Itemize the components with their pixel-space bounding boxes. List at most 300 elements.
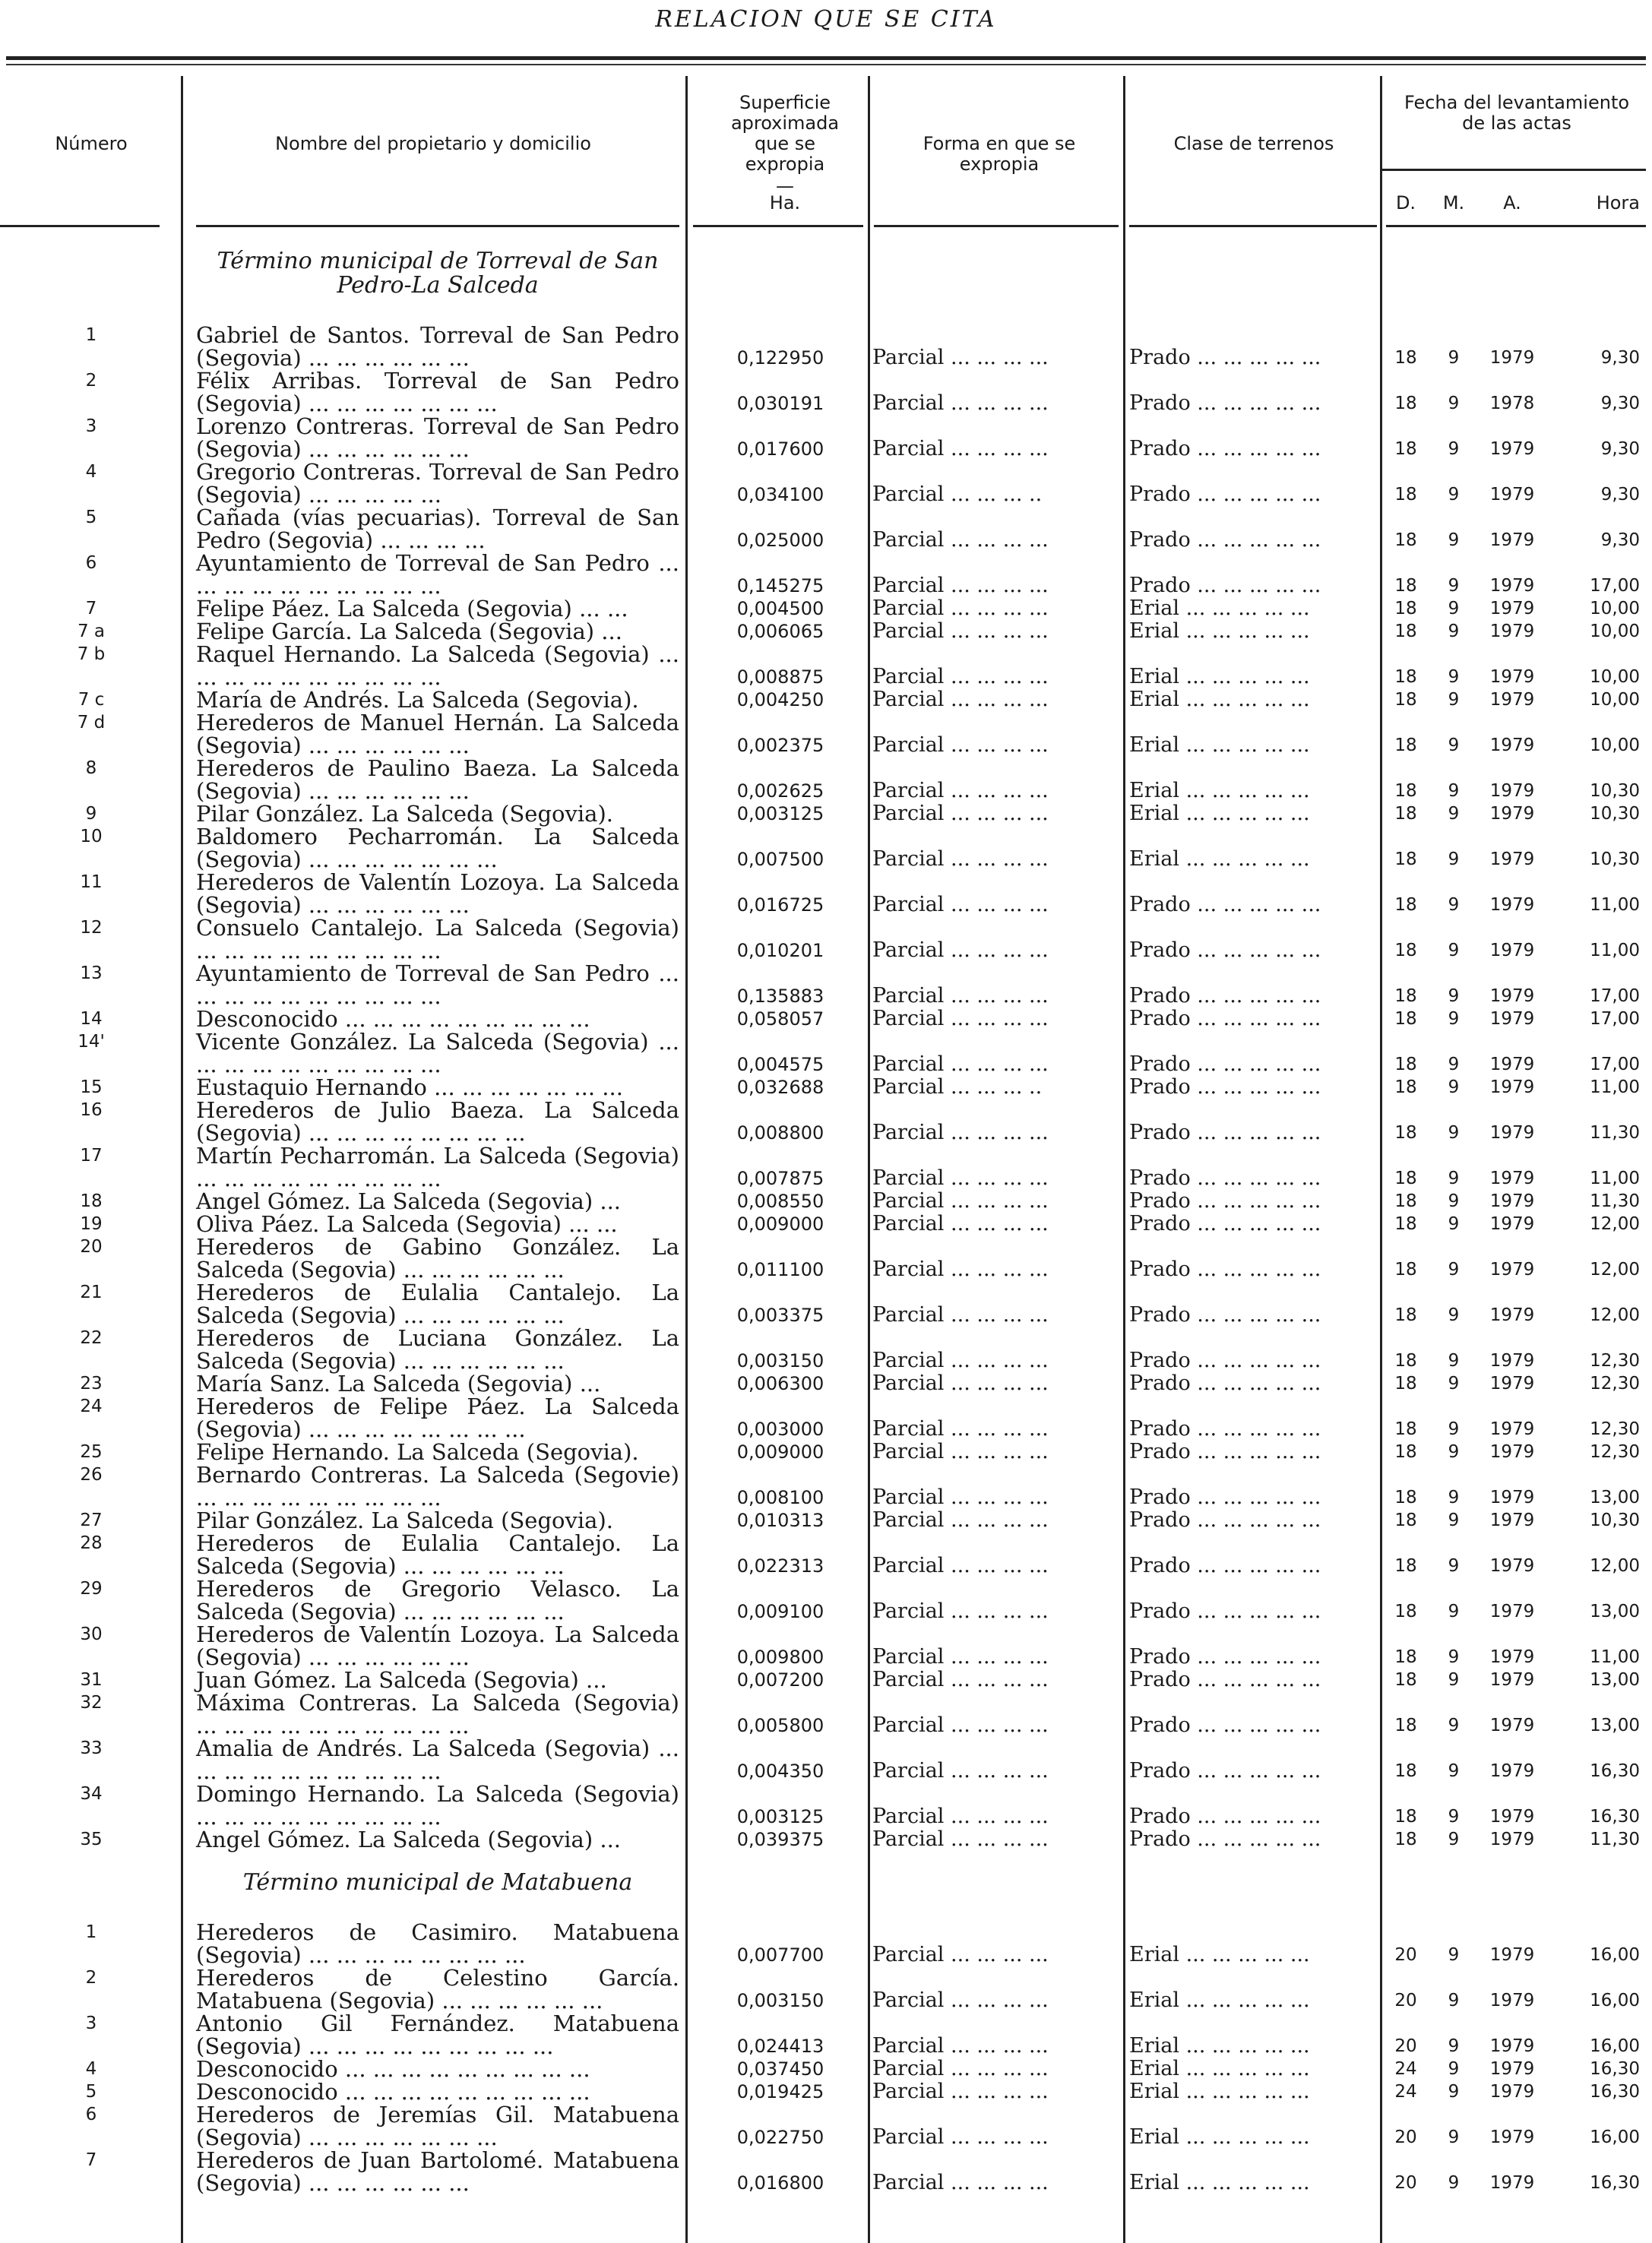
land-class: Prado ... ... ... ... ...	[1129, 1441, 1321, 1463]
land-class: Erial ... ... ... ... ...	[1129, 597, 1310, 620]
act-month: 9	[1448, 1009, 1460, 1029]
table-row	[0, 1395, 1652, 1441]
act-hour: 13,00	[1590, 1670, 1640, 1690]
surface-value: 0,008550	[736, 1191, 824, 1212]
owner-name: Herederos de Casimiro. Matabuena (Segovia) ... ... ... ... ... ... ... ...	[196, 1919, 679, 1968]
row-number: 27	[80, 1511, 103, 1530]
owner-name: Antonio Gil Fernández. Matabuena (Segovia) ... ... ... ... ... ... ... ... ...	[196, 2010, 679, 2059]
row-number: 10	[80, 827, 103, 846]
expropriation-form: Parcial ... ... ... ...	[872, 1053, 1049, 1076]
act-month: 9	[1448, 439, 1460, 459]
act-hour: 10,00	[1590, 599, 1640, 618]
expropriation-form: Parcial ... ... ... ...	[872, 438, 1049, 460]
table-row	[0, 1966, 1652, 2012]
act-year: 1979	[1489, 690, 1535, 710]
act-day: 18	[1394, 804, 1417, 824]
surface-value: 0,022750	[736, 2127, 824, 2148]
table-row	[0, 1235, 1652, 1281]
act-hour: 10,00	[1590, 667, 1640, 687]
act-hour: 16,30	[1590, 1761, 1640, 1781]
surface-value: 0,009800	[736, 1647, 824, 1668]
act-year: 1979	[1489, 1670, 1535, 1690]
surface-value: 0,009100	[736, 1601, 824, 1622]
expropriation-form: Parcial ... ... ... ...	[872, 1509, 1049, 1532]
owner-name: Herederos de Valentín Lozoya. La Salceda (Segovia) ... ... ... ... ... ...	[196, 1621, 679, 1670]
owner-name: Vicente González. La Salceda (Segovia) ... ... ... ... ... ... ... ... ... ...	[196, 1029, 679, 1077]
act-year: 1979	[1489, 2173, 1535, 2193]
row-number: 7 b	[77, 644, 106, 664]
act-day: 20	[1394, 1945, 1417, 1965]
header-numero: Número	[55, 133, 128, 154]
row-number: 29	[80, 1579, 103, 1599]
row-number: 2	[85, 371, 97, 391]
owner-name: Martín Pecharromán. La Salceda (Segovia) ... ... ... ... ... ... ... ... ...	[196, 1143, 679, 1191]
expropriation-form: Parcial ... ... ... ...	[872, 802, 1049, 825]
act-hour: 10,00	[1590, 690, 1640, 710]
header-fecha: Fecha del levantamiento de las actas	[1404, 92, 1630, 134]
land-class: Prado ... ... ... ... ...	[1129, 1418, 1321, 1441]
land-class: Prado ... ... ... ... ...	[1129, 985, 1321, 1008]
act-hour: 16,00	[1590, 2036, 1640, 2056]
act-hour: 10,00	[1590, 736, 1640, 755]
act-hour: 17,00	[1590, 576, 1640, 596]
land-class: Erial ... ... ... ... ...	[1129, 2126, 1310, 2149]
act-day: 18	[1394, 941, 1417, 960]
surface-value: 0,010313	[736, 1510, 824, 1531]
expropriation-form: Parcial ... ... ... ...	[872, 894, 1049, 916]
land-class: Prado ... ... ... ... ...	[1129, 939, 1321, 962]
land-class: Prado ... ... ... ... ...	[1129, 1076, 1321, 1099]
surface-value: 0,037450	[736, 2058, 824, 2080]
surface-value: 0,017600	[736, 438, 824, 460]
act-hour: 12,30	[1590, 1442, 1640, 1462]
table-row	[0, 597, 1652, 620]
expropriation-form: Parcial ... ... ... ...	[872, 392, 1049, 415]
expropriation-form: Parcial ... ... ... ..	[872, 483, 1043, 506]
act-year: 1979	[1489, 2128, 1535, 2147]
table-row	[0, 552, 1652, 597]
act-day: 18	[1394, 1442, 1417, 1462]
act-month: 9	[1448, 530, 1460, 550]
expropriation-form: Parcial ... ... ... ...	[872, 2080, 1049, 2103]
expropriation-form: Parcial ... ... ... ...	[872, 1646, 1049, 1669]
act-hour: 11,30	[1590, 1123, 1640, 1143]
surface-value: 0,022313	[736, 1555, 824, 1577]
owner-name: María de Andrés. La Salceda (Segovia).	[196, 687, 639, 713]
act-hour: 10,30	[1590, 849, 1640, 869]
act-month: 9	[1448, 394, 1460, 413]
act-year: 1979	[1489, 2036, 1535, 2056]
land-class: Prado ... ... ... ... ...	[1129, 438, 1321, 460]
land-class: Prado ... ... ... ... ...	[1129, 574, 1321, 597]
table-row	[0, 871, 1652, 916]
land-class: Erial ... ... ... ... ...	[1129, 2080, 1310, 2103]
owner-name: Herederos de Juan Bartolomé. Matabuena (Segovia) ... ... ... ... ... ...	[196, 2147, 679, 2196]
act-hour: 12,00	[1590, 1260, 1640, 1280]
owner-name: Herederos de Gregorio Velasco. La Salceda (Segovia) ... ... ... ... ... ...	[196, 1576, 679, 1625]
act-year: 1979	[1489, 986, 1535, 1006]
table-row	[0, 369, 1652, 415]
table-row	[0, 2058, 1652, 2080]
act-day: 18	[1394, 736, 1417, 755]
expropriation-form: Parcial ... ... ... ...	[872, 1213, 1049, 1235]
table-row	[0, 1008, 1652, 1030]
owner-name: Amalia de Andrés. La Salceda (Segovia) ... ... ... ... ... ... ... ... ... ...	[196, 1735, 679, 1784]
table-row	[0, 1691, 1652, 1737]
table-row	[0, 1281, 1652, 1327]
table-row	[0, 1099, 1652, 1144]
owner-name: Domingo Hernando. La Salceda (Segovia) ... ... ... ... ... ... ... ... ...	[196, 1781, 679, 1830]
row-number: 3	[85, 416, 97, 436]
act-month: 9	[1448, 1945, 1460, 1965]
owner-name: Herederos de Jeremías Gil. Matabuena (Segovia) ... ... ... ... ... ... ...	[196, 2102, 679, 2150]
row-number: 7 c	[78, 690, 105, 710]
row-number: 5	[85, 2082, 97, 2102]
row-number: 28	[80, 1533, 103, 1553]
act-year: 1979	[1489, 1807, 1535, 1827]
owner-name: Lorenzo Contreras. Torreval de San Pedro (Segovia) ... ... ... ... ... ...	[196, 413, 679, 462]
act-year: 1978	[1489, 394, 1535, 413]
land-class: Prado ... ... ... ... ...	[1129, 1828, 1321, 1851]
act-month: 9	[1448, 576, 1460, 596]
act-year: 1979	[1489, 1077, 1535, 1097]
surface-value: 0,030191	[736, 393, 824, 414]
act-month: 9	[1448, 1511, 1460, 1530]
act-month: 9	[1448, 1556, 1460, 1576]
expropriation-form: Parcial ... ... ... ...	[872, 688, 1049, 711]
surface-value: 0,008875	[736, 666, 824, 688]
act-day: 18	[1394, 849, 1417, 869]
owner-name: Angel Gómez. La Salceda (Segovia) ...	[196, 1188, 622, 1214]
surface-value: 0,008100	[736, 1487, 824, 1508]
act-day: 18	[1394, 622, 1417, 641]
land-class: Prado ... ... ... ... ...	[1129, 1600, 1321, 1623]
surface-value: 0,122950	[736, 347, 824, 369]
land-class: Prado ... ... ... ... ...	[1129, 346, 1321, 369]
table-row	[0, 1828, 1652, 1851]
act-day: 18	[1394, 1077, 1417, 1097]
act-month: 9	[1448, 1169, 1460, 1188]
act-year: 1979	[1489, 1556, 1535, 1576]
row-number: 14'	[78, 1032, 105, 1052]
header-underline	[1129, 225, 1377, 227]
owner-name: Pilar González. La Salceda (Segovia).	[196, 1507, 613, 1533]
act-day: 18	[1394, 1351, 1417, 1371]
act-month: 9	[1448, 941, 1460, 960]
header-underline	[693, 225, 863, 227]
table-row	[0, 1327, 1652, 1372]
row-number: 31	[80, 1670, 103, 1690]
act-hour: 10,00	[1590, 622, 1640, 641]
table-row	[0, 825, 1652, 871]
owner-name: Gabriel de Santos. Torreval de San Pedro (Segovia) ... ... ... ... ... ...	[196, 322, 679, 371]
section-heading	[0, 249, 1652, 298]
row-number: 23	[80, 1374, 103, 1394]
owner-name: María Sanz. La Salceda (Segovia) ...	[196, 1371, 601, 1397]
expropriation-form: Parcial ... ... ... ...	[872, 1760, 1049, 1783]
header-fecha-rule	[1381, 169, 1646, 171]
act-month: 9	[1448, 622, 1460, 641]
act-year: 1979	[1489, 1214, 1535, 1234]
act-hour: 12,30	[1590, 1419, 1640, 1439]
act-month: 9	[1448, 2059, 1460, 2079]
act-month: 9	[1448, 895, 1460, 915]
act-hour: 16,30	[1590, 2059, 1640, 2079]
owner-name: Máxima Contreras. La Salceda (Segovia) ... ... ... ... ... ... ... ... ... ...	[196, 1690, 679, 1738]
act-year: 1979	[1489, 1488, 1535, 1507]
act-year: 1979	[1489, 1511, 1535, 1530]
act-month: 9	[1448, 1214, 1460, 1234]
act-day: 18	[1394, 485, 1417, 505]
table-row	[0, 1921, 1652, 1966]
owner-name: Pilar González. La Salceda (Segovia).	[196, 801, 613, 827]
owner-name: Desconocido ... ... ... ... ... ... ... ... ...	[196, 2056, 590, 2082]
expropriation-form: Parcial ... ... ... ...	[872, 848, 1049, 871]
surface-value: 0,019425	[736, 2081, 824, 2102]
act-day: 18	[1394, 1556, 1417, 1576]
act-month: 9	[1448, 1602, 1460, 1621]
act-year: 1979	[1489, 439, 1535, 459]
table-row	[0, 415, 1652, 460]
act-month: 9	[1448, 485, 1460, 505]
act-day: 18	[1394, 576, 1417, 596]
surface-value: 0,145275	[736, 575, 824, 596]
owner-name: Gregorio Contreras. Torreval de San Pedro (Segovia) ... ... ... ... ...	[196, 459, 679, 508]
surface-value: 0,025000	[736, 530, 824, 551]
owner-name: Herederos de Paulino Baeza. La Salceda (Segovia) ... ... ... ... ... ...	[196, 755, 679, 804]
act-day: 18	[1394, 1260, 1417, 1280]
surface-value: 0,002375	[736, 735, 824, 756]
land-class: Erial ... ... ... ... ...	[1129, 2172, 1310, 2194]
row-number: 21	[80, 1283, 103, 1302]
act-day: 18	[1394, 1191, 1417, 1211]
table-row	[0, 2012, 1652, 2058]
table-row	[0, 1509, 1652, 1532]
expropriation-form: Parcial ... ... ... ...	[872, 1372, 1049, 1395]
surface-value: 0,007700	[736, 1944, 824, 1966]
land-class: Prado ... ... ... ... ...	[1129, 1053, 1321, 1076]
row-number: 3	[85, 2014, 97, 2033]
land-class: Prado ... ... ... ... ...	[1129, 1008, 1321, 1030]
act-month: 9	[1448, 849, 1460, 869]
land-class: Prado ... ... ... ... ...	[1129, 1646, 1321, 1669]
act-year: 1979	[1489, 1169, 1535, 1188]
act-year: 1979	[1489, 1123, 1535, 1143]
land-class: Prado ... ... ... ... ...	[1129, 1304, 1321, 1327]
land-class: Prado ... ... ... ... ...	[1129, 1760, 1321, 1783]
row-number: 35	[80, 1830, 103, 1849]
expropriation-form: Parcial ... ... ... ...	[872, 1441, 1049, 1463]
table-row	[0, 1577, 1652, 1623]
land-class: Erial ... ... ... ... ...	[1129, 2035, 1310, 2058]
owner-name: Herederos de Valentín Lozoya. La Salceda (Segovia) ... ... ... ... ... ...	[196, 869, 679, 918]
land-class: Erial ... ... ... ... ...	[1129, 734, 1310, 757]
row-number: 19	[80, 1214, 103, 1234]
act-month: 9	[1448, 2128, 1460, 2147]
act-year: 1979	[1489, 941, 1535, 960]
act-day: 18	[1394, 348, 1417, 368]
header-clase: Clase de terrenos	[1173, 133, 1334, 154]
table-row	[0, 757, 1652, 802]
row-number: 7 a	[77, 622, 106, 641]
act-month: 9	[1448, 1305, 1460, 1325]
owner-name: Angel Gómez. La Salceda (Segovia) ...	[196, 1827, 622, 1852]
land-class: Erial ... ... ... ... ...	[1129, 1944, 1310, 1966]
expropriation-form: Parcial ... ... ... ...	[872, 1418, 1049, 1441]
land-class: Prado ... ... ... ... ...	[1129, 1486, 1321, 1509]
act-hour: 16,30	[1590, 2173, 1640, 2193]
table-row	[0, 1783, 1652, 1828]
header-hora: Hora	[1596, 192, 1640, 214]
act-hour: 16,30	[1590, 2082, 1640, 2102]
act-month: 9	[1448, 986, 1460, 1006]
section-heading	[0, 1871, 1652, 1895]
act-day: 24	[1394, 2059, 1417, 2079]
header-underline	[196, 225, 679, 227]
expropriation-form: Parcial ... ... ... ...	[872, 2126, 1049, 2149]
act-year: 1979	[1489, 2082, 1535, 2102]
land-class: Prado ... ... ... ... ...	[1129, 1509, 1321, 1532]
expropriation-form: Parcial ... ... ... ...	[872, 1805, 1049, 1828]
surface-value: 0,003125	[736, 1806, 824, 1827]
act-year: 1979	[1489, 1991, 1535, 2010]
act-year: 1979	[1489, 736, 1535, 755]
act-month: 9	[1448, 804, 1460, 824]
act-hour: 11,00	[1590, 941, 1640, 960]
expropriation-form: Parcial ... ... ... ...	[872, 2172, 1049, 2194]
act-month: 9	[1448, 1761, 1460, 1781]
table-row	[0, 2103, 1652, 2149]
act-hour: 12,00	[1590, 1556, 1640, 1576]
row-number: 16	[80, 1100, 103, 1120]
act-day: 20	[1394, 2173, 1417, 2193]
act-month: 9	[1448, 1442, 1460, 1462]
act-year: 1979	[1489, 1351, 1535, 1371]
header-d: D.	[1395, 192, 1416, 214]
surface-value: 0,005800	[736, 1715, 824, 1736]
act-day: 18	[1394, 394, 1417, 413]
table-row	[0, 1144, 1652, 1190]
surface-value: 0,010201	[736, 940, 824, 961]
act-year: 1979	[1489, 1419, 1535, 1439]
table-row	[0, 1669, 1652, 1691]
act-hour: 17,00	[1590, 986, 1640, 1006]
surface-value: 0,007875	[736, 1168, 824, 1189]
act-day: 20	[1394, 2036, 1417, 2056]
expropriation-form: Parcial ... ... ... ...	[872, 1167, 1049, 1190]
expropriation-form: Parcial ... ... ... ...	[872, 1122, 1049, 1144]
act-day: 18	[1394, 895, 1417, 915]
land-class: Erial ... ... ... ... ...	[1129, 848, 1310, 871]
act-hour: 16,00	[1590, 1991, 1640, 2010]
owner-name: Oliva Páez. La Salceda (Segovia) ... ...	[196, 1211, 618, 1237]
surface-value: 0,003375	[736, 1305, 824, 1326]
row-number: 20	[80, 1237, 103, 1257]
act-hour: 11,00	[1590, 1077, 1640, 1097]
expropriation-form: Parcial ... ... ... ...	[872, 1555, 1049, 1577]
surface-value: 0,003000	[736, 1419, 824, 1440]
act-day: 18	[1394, 1214, 1417, 1234]
row-number: 7 d	[77, 713, 106, 732]
table-body	[0, 249, 1652, 2194]
act-month: 9	[1448, 736, 1460, 755]
owner-name: Desconocido ... ... ... ... ... ... ... ... ...	[196, 2079, 590, 2105]
surface-value: 0,016725	[736, 894, 824, 916]
owner-name: Desconocido ... ... ... ... ... ... ... ... ...	[196, 1006, 590, 1032]
act-day: 18	[1394, 1602, 1417, 1621]
act-day: 18	[1394, 1374, 1417, 1394]
table-row	[0, 711, 1652, 757]
act-month: 9	[1448, 1077, 1460, 1097]
act-year: 1979	[1489, 530, 1535, 550]
act-month: 9	[1448, 1191, 1460, 1211]
act-month: 9	[1448, 348, 1460, 368]
expropriation-form: Parcial ... ... ... ...	[872, 1008, 1049, 1030]
act-month: 9	[1448, 1991, 1460, 2010]
header-underline	[1386, 225, 1646, 227]
act-year: 1979	[1489, 1602, 1535, 1621]
act-hour: 10,30	[1590, 781, 1640, 801]
land-class: Prado ... ... ... ... ...	[1129, 529, 1321, 552]
act-day: 18	[1394, 1488, 1417, 1507]
surface-value: 0,039375	[736, 1829, 824, 1850]
surface-value: 0,009000	[736, 1213, 824, 1235]
row-number: 4	[85, 2059, 97, 2079]
surface-value: 0,016800	[736, 2172, 824, 2194]
surface-value: 0,007200	[736, 1669, 824, 1691]
act-month: 9	[1448, 1374, 1460, 1394]
act-month: 9	[1448, 1670, 1460, 1690]
owner-name: Herederos de Eulalia Cantalejo. La Salceda (Segovia) ... ... ... ... ... ...	[196, 1280, 679, 1328]
surface-value: 0,003150	[736, 1990, 824, 2011]
act-hour: 11,00	[1590, 895, 1640, 915]
row-number: 24	[80, 1397, 103, 1416]
row-number: 2	[85, 1968, 97, 1988]
expropriation-form: Parcial ... ... ... ...	[872, 2035, 1049, 2058]
expropriation-form: Parcial ... ... ... ...	[872, 985, 1049, 1008]
expropriation-form: Parcial ... ... ... ...	[872, 1944, 1049, 1966]
act-year: 1979	[1489, 2059, 1535, 2079]
act-day: 18	[1394, 530, 1417, 550]
expropriation-form: Parcial ... ... ... ...	[872, 1486, 1049, 1509]
surface-value: 0,006300	[736, 1373, 824, 1394]
owner-name: Herederos de Gabino González. La Salceda (Segovia) ... ... ... ... ... ...	[196, 1234, 679, 1283]
header-m: M.	[1442, 192, 1465, 214]
act-month: 9	[1448, 1807, 1460, 1827]
act-month: 9	[1448, 1055, 1460, 1074]
land-class: Prado ... ... ... ... ...	[1129, 1372, 1321, 1395]
land-class: Erial ... ... ... ... ...	[1129, 802, 1310, 825]
act-month: 9	[1448, 2036, 1460, 2056]
table-row	[0, 1213, 1652, 1235]
act-month: 9	[1448, 781, 1460, 801]
act-hour: 9,30	[1600, 530, 1640, 550]
table-row	[0, 1463, 1652, 1509]
surface-value: 0,009000	[736, 1441, 824, 1463]
expropriation-form: Parcial ... ... ... ...	[872, 734, 1049, 757]
act-day: 18	[1394, 439, 1417, 459]
row-number: 1	[85, 1922, 97, 1942]
act-day: 18	[1394, 1716, 1417, 1735]
row-number: 18	[80, 1191, 103, 1211]
act-hour: 17,00	[1590, 1055, 1640, 1074]
act-year: 1979	[1489, 576, 1535, 596]
act-hour: 9,30	[1600, 348, 1640, 368]
row-number: 14	[80, 1009, 103, 1029]
row-number: 15	[80, 1077, 103, 1097]
land-class: Prado ... ... ... ... ...	[1129, 1349, 1321, 1372]
act-month: 9	[1448, 1716, 1460, 1735]
